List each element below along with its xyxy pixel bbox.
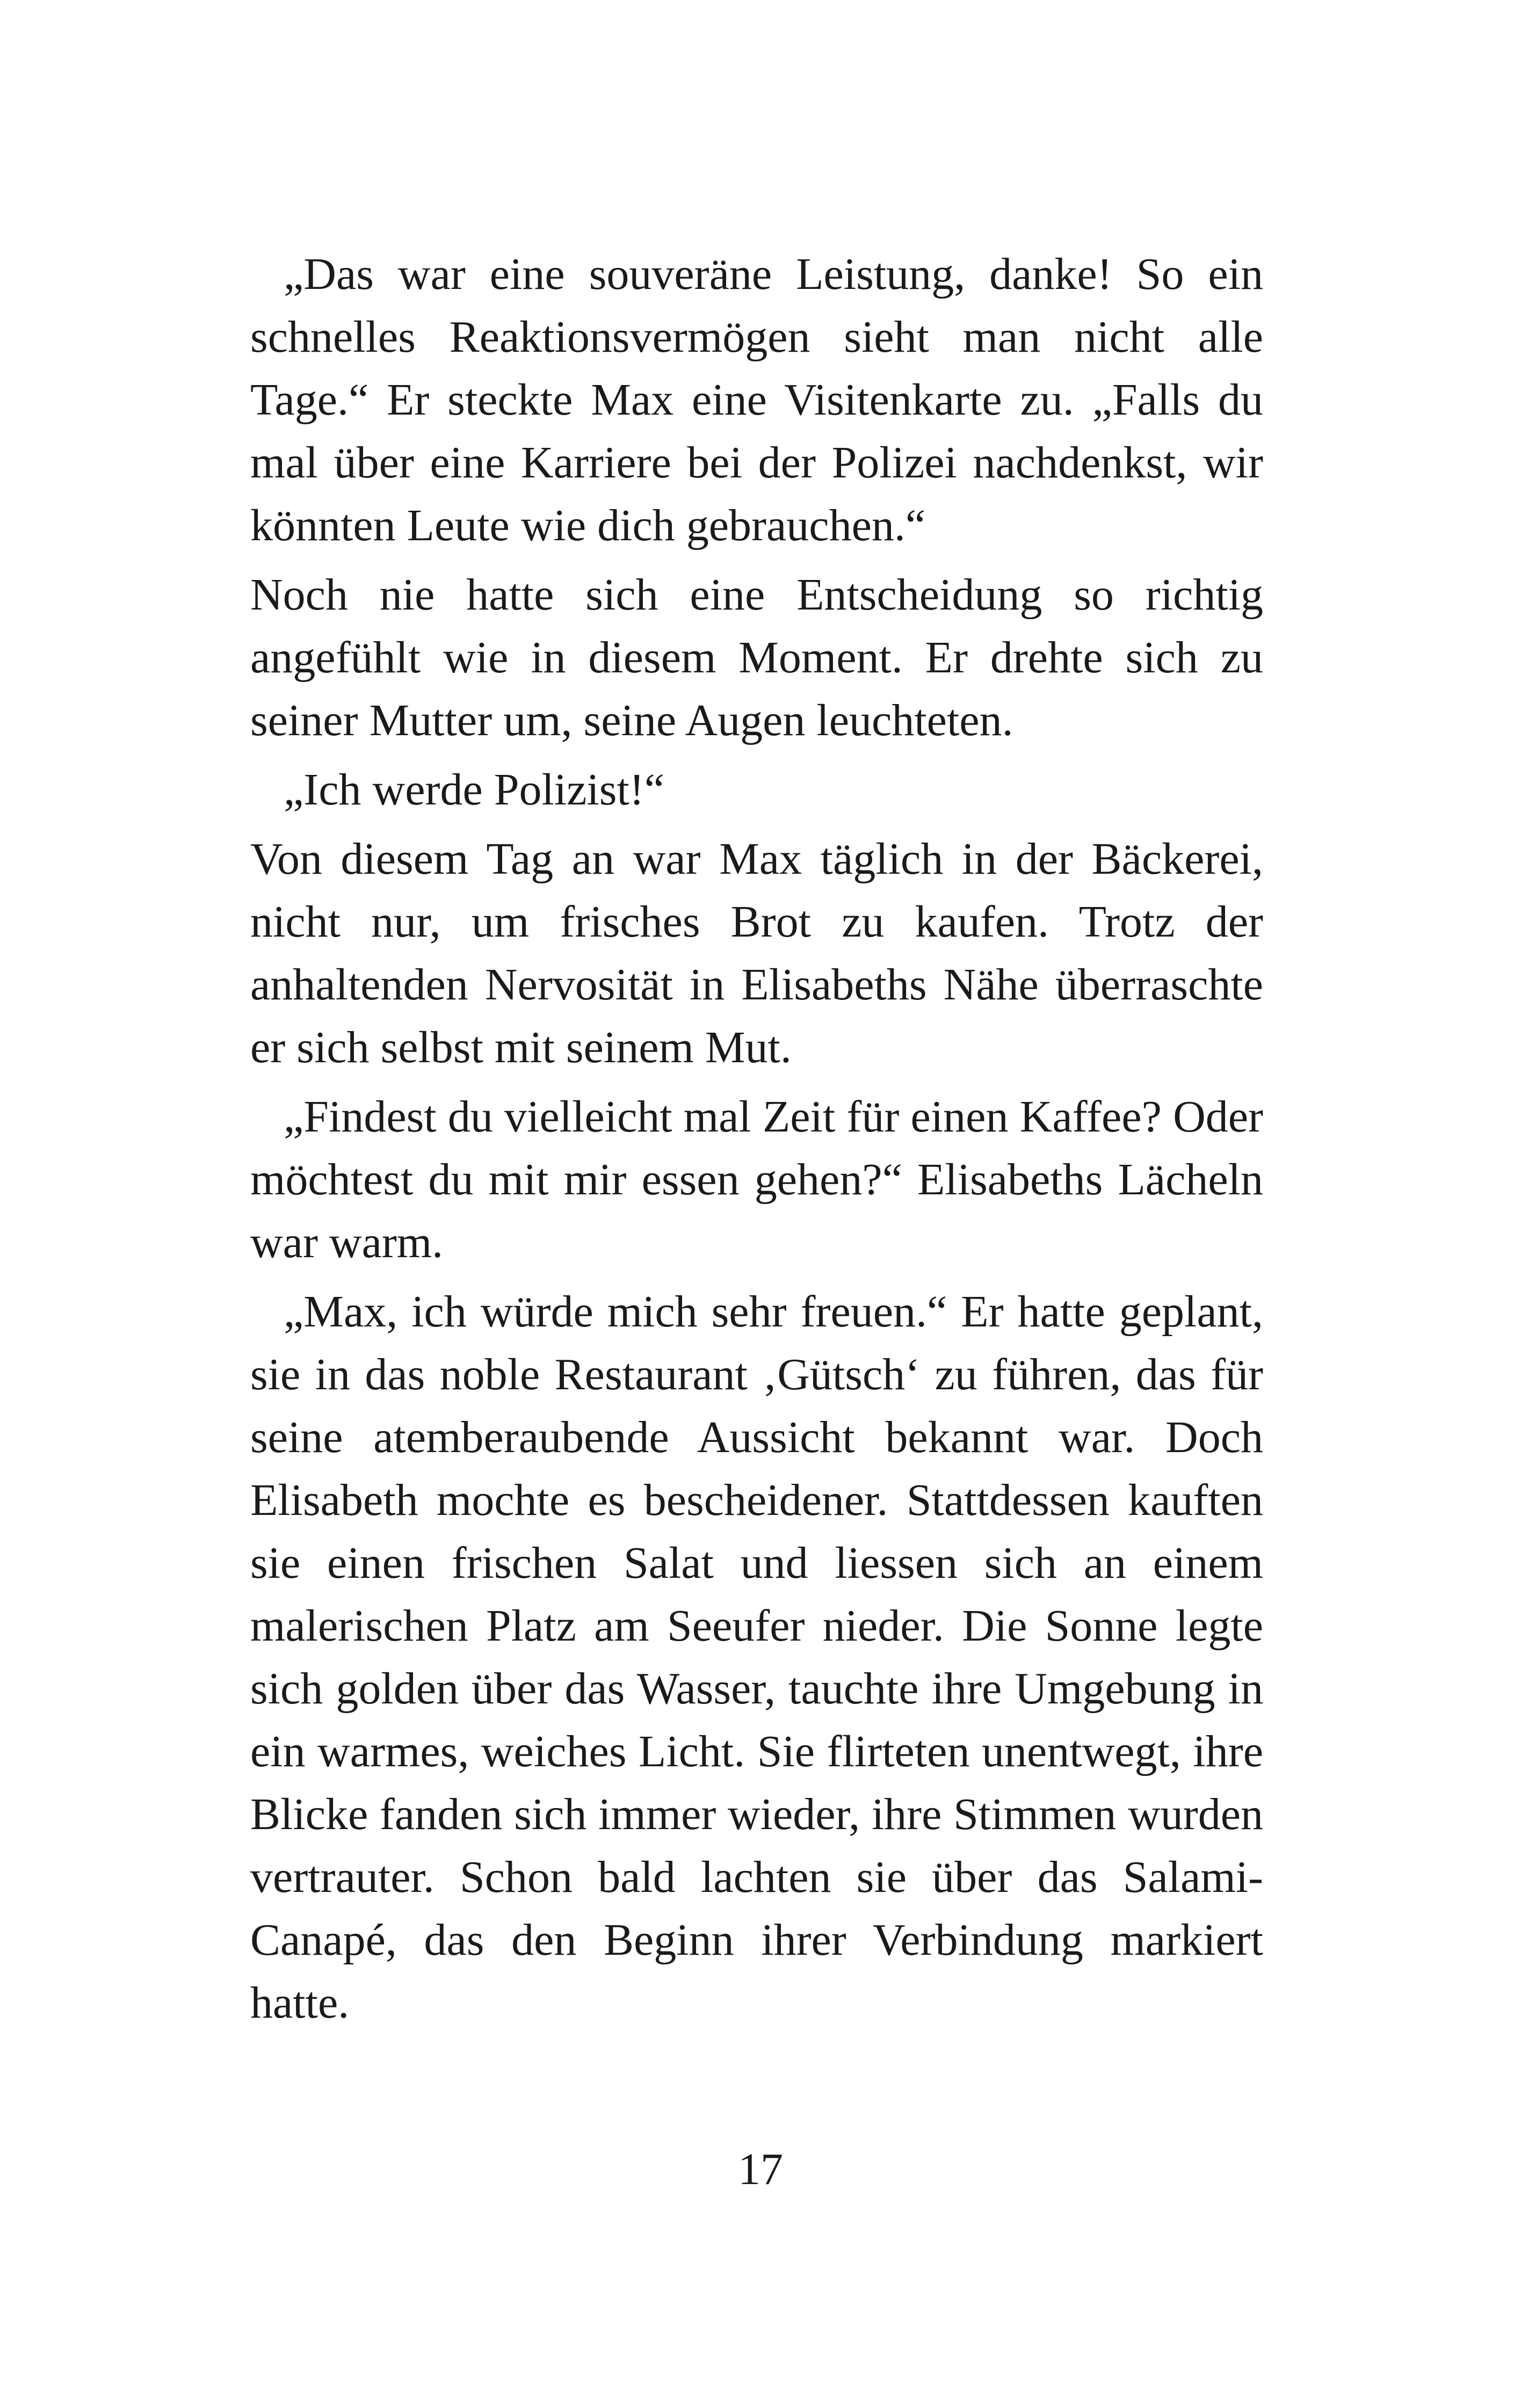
- paragraph: Noch nie hatte sich eine Entscheidung so richtig angefühlt wie in diesem Moment. Er drehte sich zu seiner Mutter um, seine Augen leuchteten.: [250, 570, 1263, 745]
- body-text: [250, 243, 1263, 2034]
- paragraph: „Ich werde Polizist!“: [284, 765, 665, 815]
- paragraph: „Findest du vielleicht mal Zeit für einen Kaffee? Oder möchtest du mit mir essen gehen?“ Elisabeths Lächeln war warm.: [250, 1092, 1263, 1267]
- page-number: 17: [738, 2144, 783, 2194]
- paragraph: „Das war eine souveräne Leistung, danke! So ein schnelles Reaktionsvermögen sieht man nicht alle Tage.“ Er steckte Max eine Visitenkarte zu. „Falls du mal über eine Karriere bei der Polizei nachdenkst, wir könnten Leute wie dich gebrauchen.“: [250, 249, 1263, 550]
- paragraph: „Max, ich würde mich sehr freuen.“ Er hatte geplant, sie in das noble Restaurant ‚Gütsch‘ zu führen, das für seine atemberaubende Aussicht bekannt war. Doch Elisabeth mochte es bescheidener. Stattdessen kauften sie einen frischen Salat und liessen sich an einem malerischen Platz am Seeufer nieder. Die Sonne legte sich golden über das Wasser, tauchte ihre Umgebung in ein warmes, weiches Licht. Sie flirteten unentwegt, ihre Blicke fanden sich immer wieder, ihre Stimmen wurden vertrauter. Schon bald lachten sie über das Salami-Canapé, das den Beginn ihrer Verbindung markiert hatte.: [250, 1287, 1263, 2028]
- paragraph: Von diesem Tag an war Max täglich in der Bäckerei, nicht nur, um frisches Brot zu kaufen. Trotz der anhaltenden Nervosität in Elisabeths Nähe überraschte er sich selbst mit seinem Mut.: [250, 834, 1263, 1072]
